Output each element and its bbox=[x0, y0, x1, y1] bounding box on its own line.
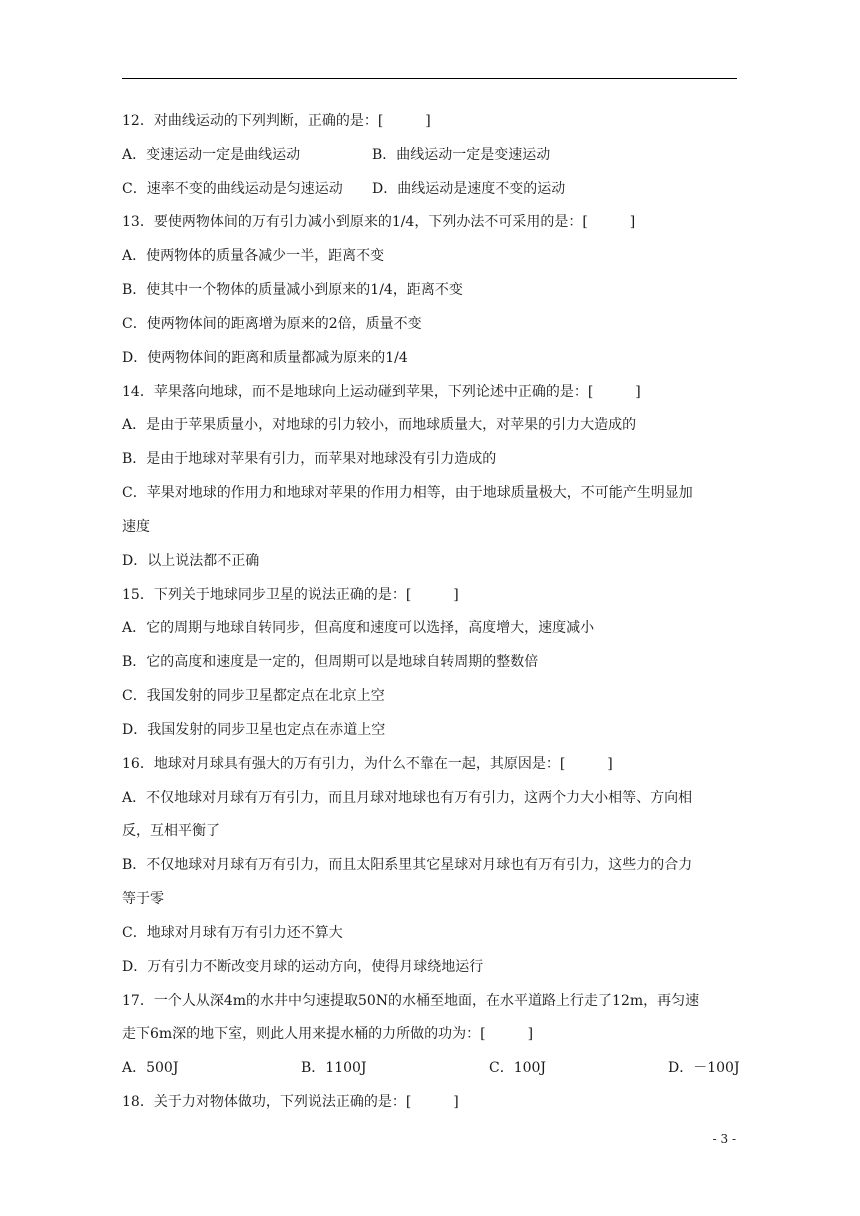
q13-option-c: C．使两物体间的距离增为原来的2倍，质量不变 bbox=[122, 316, 422, 332]
q13-option-a: A．使两物体的质量各减少一半，距离不变 bbox=[122, 248, 385, 264]
q16-option-a-cont: 反，互相平衡了 bbox=[122, 823, 220, 839]
question-14: 14．苹果落向地球，而不是地球向上运动碰到苹果，下列论述中正确的是：[ ] bbox=[122, 384, 641, 400]
q16-option-a: A．不仅地球对月球有万有引力，而且月球对地球也有万有引力，这两个力大小相等、方向相 bbox=[122, 790, 693, 806]
q17-option-a: A．500J bbox=[122, 1060, 179, 1076]
q16-option-b: B．不仅地球对月球有万有引力，而且太阳系里其它星球对月球也有万有引力，这些力的合力 bbox=[122, 857, 693, 873]
q13-option-d: D．使两物体间的距离和质量都减为原来的1/4 bbox=[122, 350, 408, 366]
q15-option-d: D．我国发射的同步卫星也定点在赤道上空 bbox=[122, 722, 386, 738]
q14-option-b: B．是由于地球对苹果有引力，而苹果对地球没有引力造成的 bbox=[122, 451, 497, 467]
q12-option-d: D．曲线运动是速度不变的运动 bbox=[372, 181, 566, 197]
q16-option-d: D．万有引力不断改变月球的运动方向，使得月球绕地运行 bbox=[122, 959, 484, 975]
q17-option-c: C．100J bbox=[489, 1060, 547, 1076]
q13-option-b: B．使其中一个物体的质量减小到原来的1/4，距离不变 bbox=[122, 282, 463, 298]
q17-option-b: B．1100J bbox=[301, 1060, 367, 1076]
q15-option-c: C．我国发射的同步卫星都定点在北京上空 bbox=[122, 688, 385, 704]
page-number: - 3 - bbox=[712, 1132, 736, 1146]
q14-option-d: D．以上说法都不正确 bbox=[122, 553, 260, 569]
q14-option-c-cont: 速度 bbox=[122, 519, 150, 535]
header-rule bbox=[122, 78, 737, 79]
q12-option-b: B．曲线运动一定是变速运动 bbox=[372, 147, 551, 163]
q14-option-c: C．苹果对地球的作用力和地球对苹果的作用力相等，由于地球质量极大，不可能产生明显加 bbox=[122, 485, 693, 501]
q15-option-a: A．它的周期与地球自转同步，但高度和速度可以选择，高度增大，速度减小 bbox=[122, 620, 595, 636]
question-13: 13．要使两物体间的万有引力减小到原来的1/4，下列办法不可采用的是：[ ] bbox=[122, 214, 636, 230]
question-18: 18．关于力对物体做功，下列说法正确的是：[ ] bbox=[122, 1094, 459, 1110]
q15-option-b: B．它的高度和速度是一定的，但周期可以是地球自转周期的整数倍 bbox=[122, 654, 539, 670]
q14-option-a: A．是由于苹果质量小，对地球的引力较小，而地球质量大，对苹果的引力大造成的 bbox=[122, 417, 637, 433]
q16-option-c: C．地球对月球有万有引力还不算大 bbox=[122, 925, 343, 941]
q12-option-c: C．速率不变的曲线运动是匀速运动 bbox=[122, 181, 343, 197]
question-17: 17．一个人从深4m的水井中匀速提取50N的水桶至地面，在水平道路上行走了12m，再匀速 bbox=[122, 993, 700, 1009]
question-17-cont: 走下6m深的地下室，则此人用来提水桶的力所做的功为：[ ] bbox=[122, 1026, 534, 1042]
question-16: 16．地球对月球具有强大的万有引力，为什么不靠在一起，其原因是：[ ] bbox=[122, 756, 613, 772]
question-12: 12．对曲线运动的下列判断，正确的是：[ ] bbox=[122, 113, 431, 129]
q16-option-b-cont: 等于零 bbox=[122, 891, 164, 907]
q12-option-a: A．变速运动一定是曲线运动 bbox=[122, 147, 301, 163]
q17-option-d: D．－100J bbox=[668, 1060, 740, 1076]
question-15: 15．下列关于地球同步卫星的说法正确的是：[ ] bbox=[122, 587, 459, 603]
